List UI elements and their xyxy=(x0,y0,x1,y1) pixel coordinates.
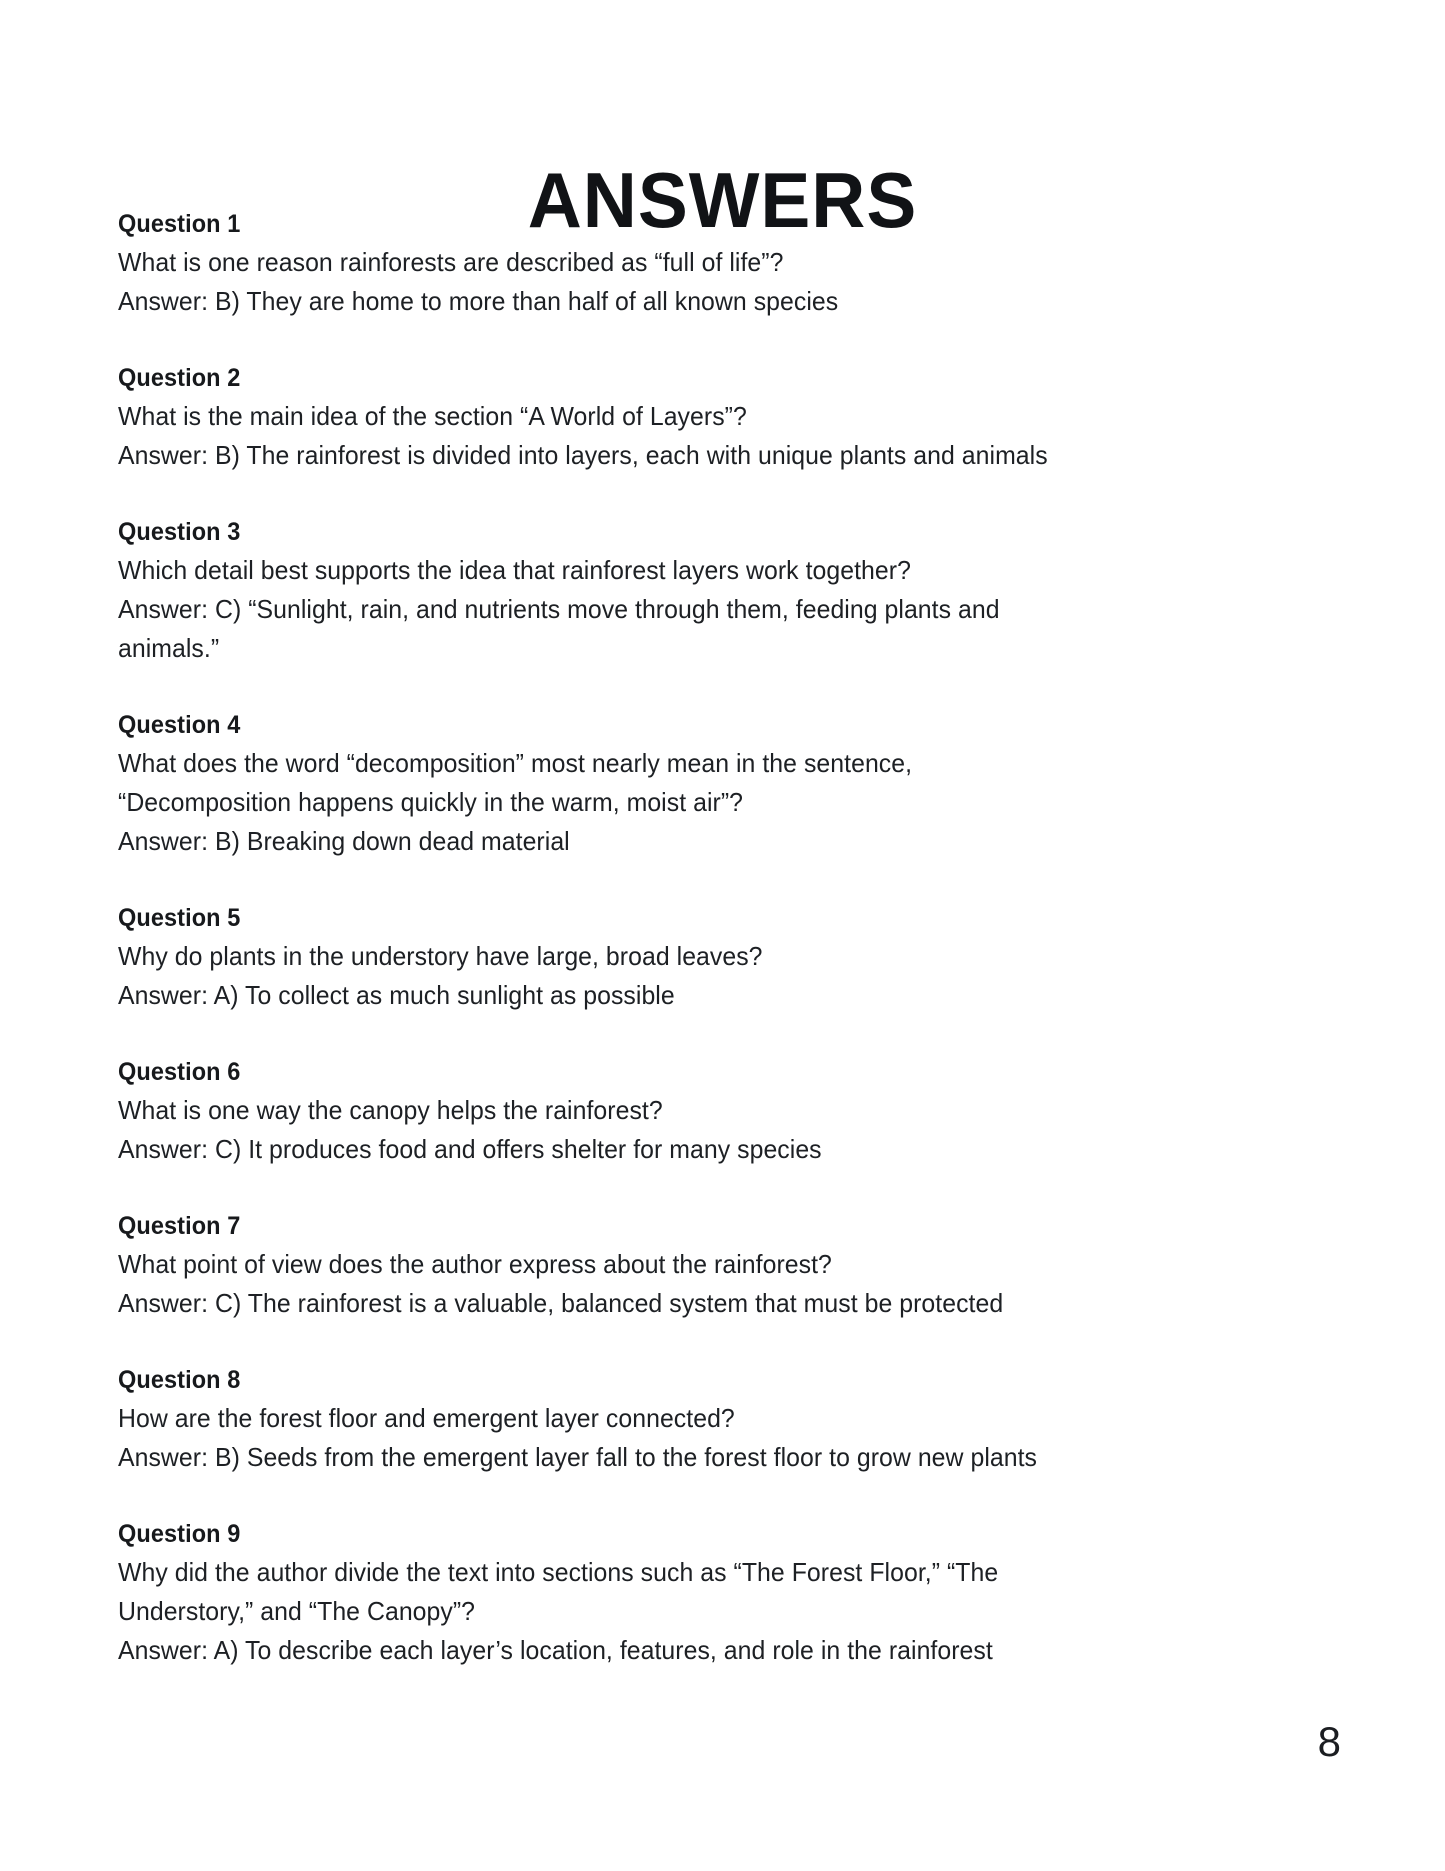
answer-text: Answer: C) It produces food and offers shelter for many species xyxy=(118,1134,822,1164)
question-heading: Question 8 xyxy=(118,1366,241,1394)
question-text: Why do plants in the understory have large, broad leaves? xyxy=(118,941,763,971)
question-block xyxy=(118,513,1118,668)
question-block xyxy=(118,1207,1118,1323)
page-title: ANSWERS xyxy=(527,156,918,245)
question-text: What point of view does the author express about the rainforest? xyxy=(118,1249,832,1279)
answer-text: Answer: A) To collect as much sunlight as possible xyxy=(118,980,675,1010)
question-text: What does the word “decomposition” most nearly mean in the sentence, “Decomposition happens quickly in the warm, moist air”? xyxy=(118,748,913,817)
question-heading: Question 7 xyxy=(118,1212,241,1240)
question-text: How are the forest floor and emergent layer connected? xyxy=(118,1403,735,1433)
question-heading: Question 3 xyxy=(118,518,241,546)
question-text: Why did the author divide the text into sections such as “The Forest Floor,” “The Understory,” and “The Canopy”? xyxy=(118,1557,999,1626)
question-text: Which detail best supports the idea that rainforest layers work together? xyxy=(118,555,911,585)
question-heading: Question 4 xyxy=(118,711,241,739)
question-heading: Question 9 xyxy=(118,1520,241,1548)
question-text: What is the main idea of the section “A World of Layers”? xyxy=(118,401,747,431)
question-block xyxy=(118,1515,1118,1670)
page-number: 8 xyxy=(1317,1718,1341,1765)
answer-text: Answer: B) Breaking down dead material xyxy=(118,826,570,856)
question-text: What is one reason rainforests are described as “full of life”? xyxy=(118,247,784,277)
question-block xyxy=(118,1361,1118,1477)
question-block xyxy=(118,205,1118,321)
answer-text: Answer: B) Seeds from the emergent layer fall to the forest floor to grow new plants xyxy=(118,1442,1038,1472)
answer-text: Answer: B) The rainforest is divided into layers, each with unique plants and animals xyxy=(118,440,1048,470)
question-block xyxy=(118,359,1118,475)
question-heading: Question 6 xyxy=(118,1058,241,1086)
question-heading: Question 1 xyxy=(118,210,241,238)
question-block xyxy=(118,1053,1118,1169)
questions-list xyxy=(118,205,1118,1670)
answer-text: Answer: C) The rainforest is a valuable, balanced system that must be protected xyxy=(118,1288,1004,1318)
answer-text: Answer: A) To describe each layer’s location, features, and role in the rainforest xyxy=(118,1635,993,1665)
answer-text: Answer: C) “Sunlight, rain, and nutrients move through them, feeding plants and animals.” xyxy=(118,594,1000,663)
question-block xyxy=(118,706,1118,861)
answer-text: Answer: B) They are home to more than half of all known species xyxy=(118,286,839,316)
question-heading: Question 2 xyxy=(118,364,241,392)
question-block xyxy=(118,899,1118,1015)
question-heading: Question 5 xyxy=(118,904,241,932)
question-text: What is one way the canopy helps the rainforest? xyxy=(118,1095,663,1125)
